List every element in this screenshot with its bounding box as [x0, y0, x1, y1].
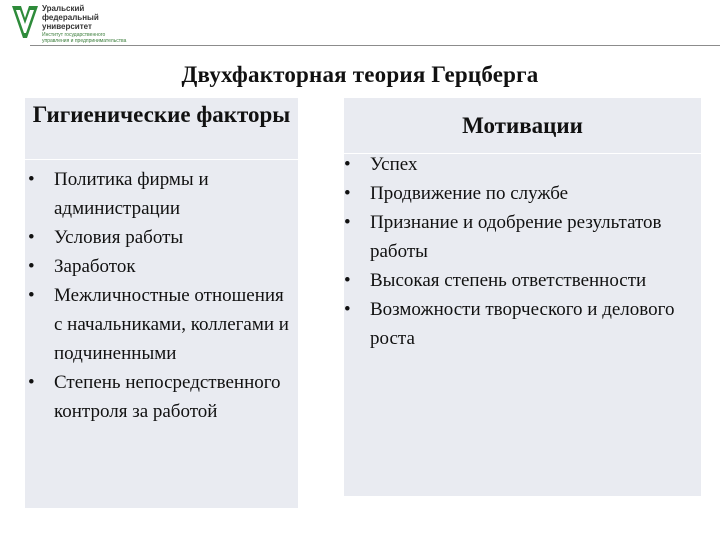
bullet-icon: •: [344, 299, 351, 320]
list-item-text: Политика фирмы и администрации: [54, 169, 209, 219]
header-divider: [30, 45, 720, 46]
motivators-heading: Мотивации: [344, 98, 701, 154]
urfu-logo-icon: [10, 4, 40, 42]
logo-subtitle-2: управления и предпринимательства: [42, 38, 127, 44]
hygiene-factors-list: [28, 165, 290, 426]
list-item: [28, 281, 290, 368]
bullet-icon: •: [344, 212, 351, 233]
list-item: [28, 223, 290, 252]
list-item-text: Продвижение по службе: [370, 183, 569, 204]
list-item: [28, 368, 290, 426]
bullet-icon: •: [344, 154, 351, 175]
slide-title: Двухфакторная теория Герцберга: [181, 62, 539, 87]
list-item-text: Межличностные отношения с начальниками, коллегами и подчиненными: [54, 285, 289, 364]
list-item-text: Признание и одобрение результатов работы: [370, 212, 662, 262]
list-item: [344, 179, 700, 208]
logo-line-2: федеральный: [42, 13, 99, 22]
bullet-icon: •: [28, 372, 35, 393]
university-logo: [10, 4, 140, 44]
list-item: [344, 266, 700, 295]
list-item: [344, 208, 700, 266]
list-item-text: Условия работы: [54, 227, 184, 248]
list-item-text: Высокая степень ответственности: [370, 270, 647, 291]
bullet-icon: •: [28, 227, 35, 248]
list-item-text: Возможности творческого и делового роста: [370, 299, 675, 349]
bullet-icon: •: [28, 169, 35, 190]
list-item-text: Степень непосредственного контроля за работой: [54, 372, 281, 422]
logo-line-3: университет: [42, 22, 92, 31]
bullet-icon: •: [344, 183, 351, 204]
list-item-text: Успех: [370, 154, 418, 175]
list-item: [28, 252, 290, 281]
list-item: [344, 150, 700, 179]
hygiene-factors-heading: Гигиенические факторы: [25, 98, 298, 160]
bullet-icon: •: [344, 270, 351, 291]
logo-subtitle-1: Институт государственного: [42, 32, 106, 38]
logo-line-1: Уральский: [42, 4, 85, 13]
bullet-icon: •: [28, 256, 35, 277]
list-item: [28, 165, 290, 223]
list-item: [344, 295, 700, 353]
list-item-text: Заработок: [54, 256, 136, 277]
motivators-list: [344, 150, 700, 353]
bullet-icon: •: [28, 285, 35, 306]
